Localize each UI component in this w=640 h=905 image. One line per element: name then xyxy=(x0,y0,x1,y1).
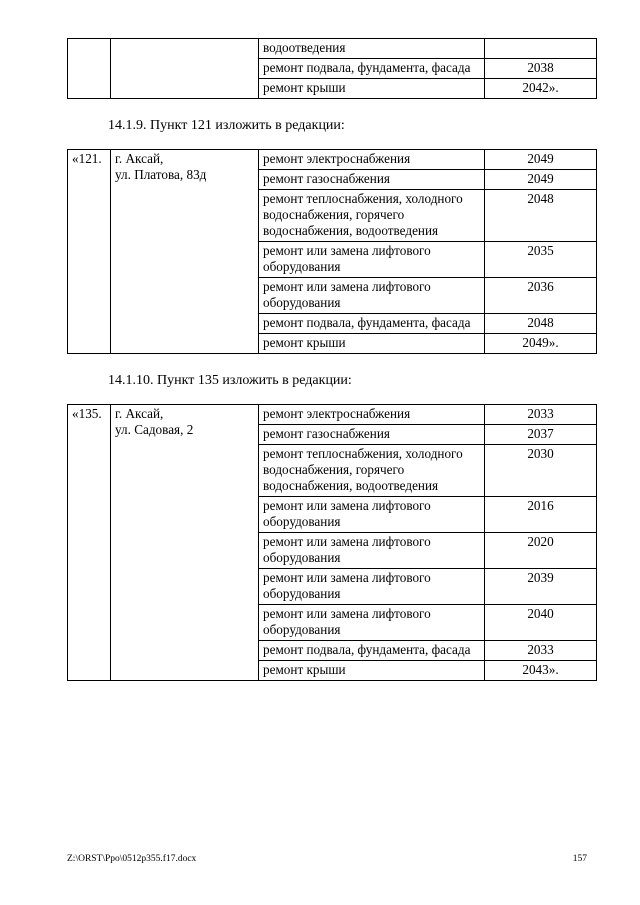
table-row xyxy=(68,39,597,59)
year-cell: 2049 xyxy=(485,150,597,170)
repair-table-135 xyxy=(67,404,597,681)
number-cell: «121. xyxy=(68,150,111,354)
year-cell: 2043». xyxy=(485,661,597,681)
year-cell: 2038 xyxy=(485,59,597,79)
table-row xyxy=(68,405,597,425)
work-cell: ремонт или замена лифтового оборудования xyxy=(259,569,485,605)
work-cell: ремонт или замена лифтового оборудования xyxy=(259,605,485,641)
repair-table-continuation xyxy=(67,38,597,99)
work-cell: ремонт теплоснабжения, холодного водоснабжения, горячего водоснабжения, водоотведения xyxy=(259,190,485,242)
work-cell: ремонт крыши xyxy=(259,661,485,681)
year-cell: 2049 xyxy=(485,170,597,190)
year-cell: 2048 xyxy=(485,190,597,242)
address-cell: г. Аксай, ул. Платова, 83д xyxy=(111,150,259,354)
work-cell: ремонт газоснабжения xyxy=(259,425,485,445)
repair-table-121 xyxy=(67,149,597,354)
document-page xyxy=(67,38,597,681)
work-cell: ремонт электроснабжения xyxy=(259,150,485,170)
year-cell: 2039 xyxy=(485,569,597,605)
table-row xyxy=(68,150,597,170)
number-cell: «135. xyxy=(68,405,111,681)
year-cell: 2049». xyxy=(485,334,597,354)
work-cell: ремонт или замена лифтового оборудования xyxy=(259,278,485,314)
year-cell: 2016 xyxy=(485,497,597,533)
work-cell: ремонт или замена лифтового оборудования xyxy=(259,533,485,569)
section-heading-135: 14.1.10. Пункт 135 изложить в редакции: xyxy=(108,373,352,388)
work-cell: ремонт подвала, фундамента, фасада xyxy=(259,59,485,79)
year-cell: 2020 xyxy=(485,533,597,569)
year-cell: 2033 xyxy=(485,641,597,661)
year-cell: 2042». xyxy=(485,79,597,99)
year-cell: 2030 xyxy=(485,445,597,497)
number-cell xyxy=(68,39,111,99)
year-cell: 2040 xyxy=(485,605,597,641)
year-cell: 2037 xyxy=(485,425,597,445)
work-cell: ремонт теплоснабжения, холодного водоснабжения, горячего водоснабжения, водоотведения xyxy=(259,445,485,497)
work-cell: ремонт крыши xyxy=(259,79,485,99)
work-cell: ремонт или замена лифтового оборудования xyxy=(259,497,485,533)
section-heading-121: 14.1.9. Пункт 121 изложить в редакции: xyxy=(108,118,345,133)
work-cell: ремонт или замена лифтового оборудования xyxy=(259,242,485,278)
work-cell: ремонт подвала, фундамента, фасада xyxy=(259,641,485,661)
year-cell: 2033 xyxy=(485,405,597,425)
work-cell: ремонт крыши xyxy=(259,334,485,354)
year-cell: 2036 xyxy=(485,278,597,314)
work-cell: ремонт электроснабжения xyxy=(259,405,485,425)
year-cell xyxy=(485,39,597,59)
work-cell: водоотведения xyxy=(259,39,485,59)
address-cell xyxy=(111,39,259,99)
year-cell: 2048 xyxy=(485,314,597,334)
year-cell: 2035 xyxy=(485,242,597,278)
footer-page-number: 157 xyxy=(572,854,587,864)
address-cell: г. Аксай, ул. Садовая, 2 xyxy=(111,405,259,681)
work-cell: ремонт газоснабжения xyxy=(259,170,485,190)
footer-file-path: Z:\ORST\Ppo\0512p355.f17.docx xyxy=(67,854,197,864)
work-cell: ремонт подвала, фундамента, фасада xyxy=(259,314,485,334)
